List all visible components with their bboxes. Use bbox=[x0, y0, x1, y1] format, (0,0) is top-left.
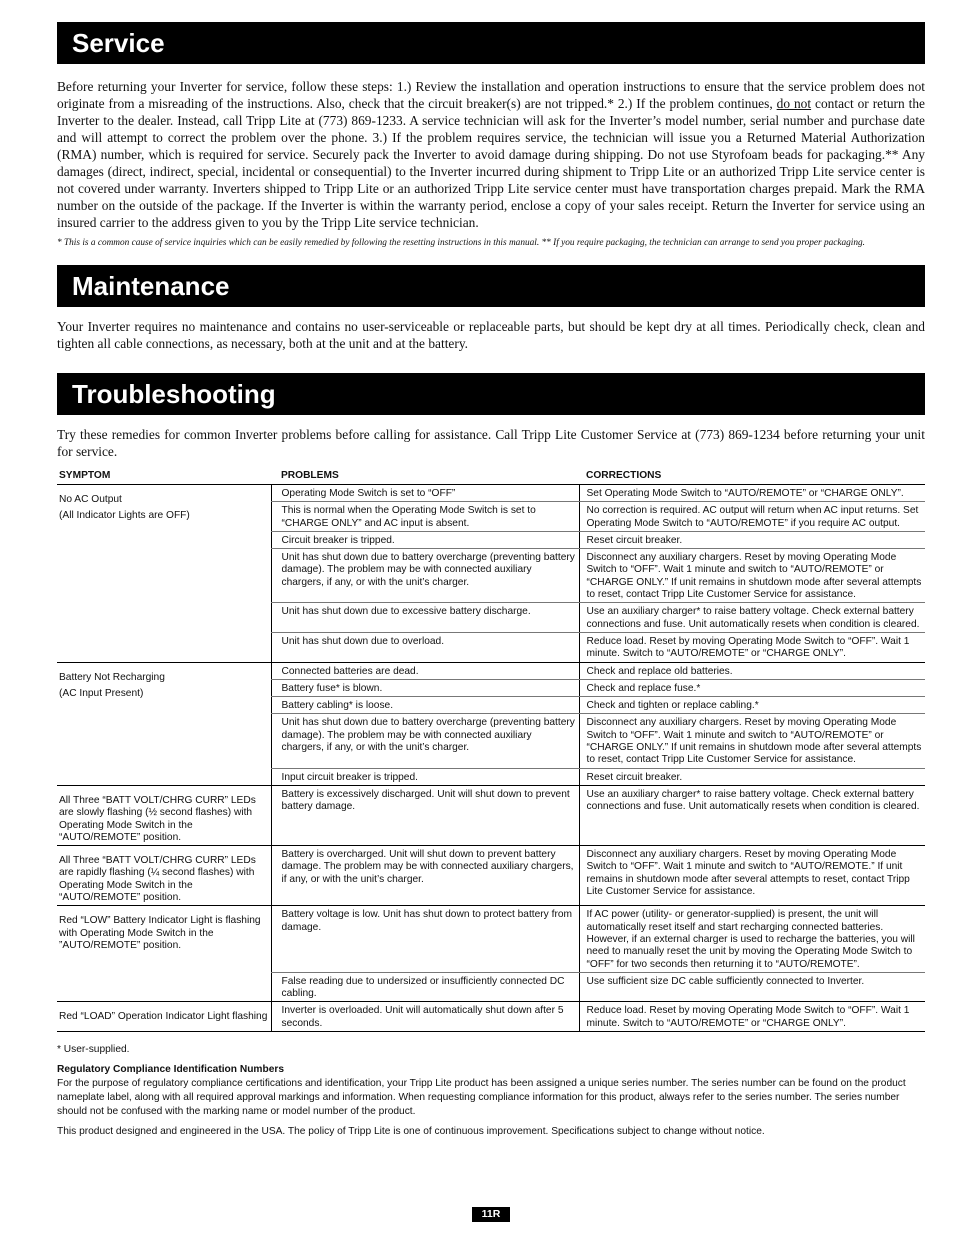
correction-cell: Disconnect any auxiliary chargers. Reset by moving Operating Mode Switch to “OFF”. Wait 1 minute and switch to “AUTO/REMOTE.” If unit remains in shutdown mode after several attempts to reset, contact Tripp Lite Customer Service for assistance. bbox=[579, 846, 925, 906]
column-header-symptom: SYMPTOM bbox=[57, 468, 271, 485]
maintenance-paragraph: Your Inverter requires no maintenance and contains no user-serviceable or replaceable parts, but should be kept dry at all times. Periodically check, clean and tighten all cable connections, as necessary, both at the unit and at the battery. bbox=[57, 319, 925, 351]
correction-cell: Use an auxiliary charger* to raise battery voltage. Check external battery connections and fuse. Unit automatically resets when condition is cleared. bbox=[579, 603, 925, 633]
problem-cell: Battery cabling* is loose. bbox=[271, 697, 579, 714]
service-footnote: * This is a common cause of service inquiries which can be easily remedied by following the resetting instructions in this manual. ** If you require packaging, the technician can arrange to send you proper packaging. bbox=[57, 238, 866, 248]
table-header-row bbox=[57, 468, 925, 485]
problem-cell: Inverter is overloaded. Unit will automatically shut down after 5 seconds. bbox=[271, 1002, 579, 1032]
symptom-text: No AC Output bbox=[59, 494, 122, 505]
page-number: 11R bbox=[472, 1207, 510, 1222]
problem-cell: Unit has shut down due to excessive battery discharge. bbox=[271, 603, 579, 633]
symptom-text: All Three “BATT VOLT/CHRG CURR” LEDs are rapidly flashing (¼ second flashes) with Operating Mode Switch in the “AUTO/REMOTE” position. bbox=[59, 855, 256, 904]
symptom-text: Battery Not Recharging bbox=[59, 671, 165, 683]
correction-cell: If AC power (utility- or generator-supplied) is present, the unit will automatically reset itself and start recharging connected batteries. However, if an external charger is used to recharge the batteries, you will need to manually reset the unit by moving the Operating Mode Switch to “OFF” for two seconds then returning it to “AUTO/REMOTE”. bbox=[579, 906, 925, 972]
regulatory-heading: Regulatory Compliance Identification Numbers bbox=[57, 1063, 284, 1075]
correction-cell: Use an auxiliary charger* to raise battery voltage. Check external battery connections and fuse. Unit automatically resets when condition is cleared. bbox=[579, 785, 925, 845]
problem-cell: Unit has shut down due to battery overcharge (preventing battery damage). The problem may be with connected auxiliary chargers, if any, or with the unit’s charger. bbox=[271, 549, 579, 603]
problem-cell: This is normal when the Operating Mode Switch is set to “CHARGE ONLY” and AC input is absent. bbox=[271, 502, 579, 532]
problem-cell: False reading due to undersized or insufficiently connected DC cabling. bbox=[271, 972, 579, 1002]
correction-cell: Reduce load. Reset by moving Operating Mode Switch to “OFF”. Wait 1 minute. Switch to “AUTO/REMOTE” or “CHARGE ONLY”. bbox=[579, 1002, 925, 1032]
symptom-cell bbox=[57, 662, 271, 785]
symptom-cell bbox=[57, 846, 271, 906]
problem-cell: Battery fuse* is blown. bbox=[271, 679, 579, 696]
problem-cell: Battery is excessively discharged. Unit will shut down to prevent battery damage. bbox=[271, 785, 579, 845]
table-body bbox=[57, 485, 925, 1032]
symptom-text: Red “LOAD” Operation Indicator Light flashing bbox=[59, 1011, 268, 1023]
table-row bbox=[57, 662, 925, 679]
symptom-cell bbox=[57, 1002, 271, 1032]
troubleshooting-table bbox=[57, 468, 925, 1032]
table-row bbox=[57, 1002, 925, 1032]
user-supplied-footnote: * User-supplied. bbox=[57, 1043, 130, 1055]
maintenance-heading: Maintenance bbox=[57, 265, 925, 307]
problem-cell: Operating Mode Switch is set to “OFF” bbox=[271, 485, 579, 502]
correction-cell: Check and replace old batteries. bbox=[579, 662, 925, 679]
symptom-text: Red “LOW” Battery Indicator Light is flashing with Operating Mode Switch in the ”AUTO/REMOTE” position. bbox=[59, 915, 261, 951]
problem-cell: Unit has shut down due to battery overcharge (preventing battery damage). The problem may be with connected auxiliary chargers, if any, or with the unit’s charger. bbox=[271, 714, 579, 768]
symptom-cell bbox=[57, 485, 271, 663]
problem-cell: Unit has shut down due to overload. bbox=[271, 632, 579, 662]
correction-cell: Reset circuit breaker. bbox=[579, 768, 925, 785]
service-paragraph bbox=[57, 78, 925, 231]
column-header-problems: PROBLEMS bbox=[271, 468, 579, 485]
correction-cell: Use sufficient size DC cable sufficiently connected to Inverter. bbox=[579, 972, 925, 1002]
symptom-cell bbox=[57, 785, 271, 845]
symptom-text: All Three “BATT VOLT/CHRG CURR” LEDs are slowly flashing (½ second flashes) with Operating Mode Switch in the “AUTO/REMOTE” position. bbox=[59, 794, 256, 843]
problem-cell: Circuit breaker is tripped. bbox=[271, 531, 579, 548]
correction-cell: Check and tighten or replace cabling.* bbox=[579, 697, 925, 714]
correction-cell: Reduce load. Reset by moving Operating Mode Switch to “OFF”. Wait 1 minute. Switch to “AUTO/REMOTE” or “CHARGE ONLY”. bbox=[579, 632, 925, 662]
symptom-text: (All Indicator Lights are OFF) bbox=[59, 510, 190, 522]
page bbox=[57, 22, 925, 1139]
correction-cell: Check and replace fuse.* bbox=[579, 679, 925, 696]
column-header-corrections: CORRECTIONS bbox=[579, 468, 925, 485]
problem-cell: Battery is overcharged. Unit will shut down to prevent battery damage. The problem may be with connected auxiliary chargers, if any, or with the unit’s charger. bbox=[271, 846, 579, 906]
table-row bbox=[57, 846, 925, 906]
troubleshooting-heading: Troubleshooting bbox=[57, 373, 925, 415]
correction-cell: No correction is required. AC output will return when AC input returns. Set Operating Mode Switch to “AUTO/REMOTE” if you require AC output. bbox=[579, 502, 925, 532]
table-row bbox=[57, 785, 925, 845]
service-heading: Service bbox=[57, 22, 925, 64]
service-paragraph-part-a: Before returning your Inverter for service, follow these steps: 1.) Review the installation and operation instructions to ensure that the service problem does not originate from a misreading of the instructions. Also, check that the circuit breaker(s) are not tripped.* 2.) If the problem continues, bbox=[57, 79, 925, 111]
table-row bbox=[57, 906, 925, 972]
troubleshooting-intro: Try these remedies for common Inverter problems before calling for assistance. Call Tripp Lite Customer Service at (773) 869-1234 before returning your unit for service. bbox=[57, 427, 925, 459]
problem-cell: Connected batteries are dead. bbox=[271, 662, 579, 679]
service-paragraph-part-b: contact or return the Inverter to the dealer. Instead, call Tripp Lite at (773) 869-1233. A service technician will ask for the Inverter’s model number, serial number and purchase date and will attempt to correct the problem over the phone. 3.) If the problem requires service, the technician will issue you a Returned Material Authorization (RMA) number, which is required for service. Securely pack the Inverter to avoid damage during shipping. Do not use Styrofoam beads for packaging.** Any damages (direct, indirect, special, incidental or consequential) to the Inverter incurred during shipment to Tripp Lite or an authorized Tripp Lite service center is not covered under warranty. Inverters shipped to Tripp Lite or an authorized Tripp Lite service center must have transportation charges prepaid. Mark the RMA number on the outside of the package. If the Inverter is within the warranty period, enclose a copy of your sales receipt. Return the Inverter for service using an insured carrier to the address given to you by the Tripp Lite service technician. bbox=[57, 96, 925, 230]
correction-cell: Disconnect any auxiliary chargers. Reset by moving Operating Mode Switch to “OFF”. Wait 1 minute and switch to “AUTO/REMOTE” or “CHARGE ONLY.” If unit remains in shutdown mode after several attempts to reset, contact Tripp Lite Customer Service for assistance. bbox=[579, 714, 925, 768]
usa-statement: This product designed and engineered in the USA. The policy of Tripp Lite is one of continuous improvement. Specifications subject to change without notice. bbox=[57, 1125, 765, 1137]
problem-cell: Battery voltage is low. Unit has shut down to protect battery from damage. bbox=[271, 906, 579, 972]
table-row bbox=[57, 485, 925, 502]
regulatory-text: For the purpose of regulatory compliance certifications and identification, your Tripp Lite product has been assigned a unique series number. The series number can be found on the product nameplate label, along with all required approval markings and information. When requesting compliance information for this product, always refer to the series number. The series number should not be confused with the marking name or model number of the product. bbox=[57, 1077, 906, 1117]
correction-cell: Disconnect any auxiliary chargers. Reset by moving Operating Mode Switch to “OFF”. Wait 1 minute and switch to “AUTO/REMOTE” or “CHARGE ONLY.” If unit remains in shutdown mode after several attempts to reset, contact Tripp Lite Customer Service for assistance. bbox=[579, 549, 925, 603]
problem-cell: Input circuit breaker is tripped. bbox=[271, 768, 579, 785]
symptom-cell bbox=[57, 906, 271, 1002]
symptom-text: (AC Input Present) bbox=[59, 687, 144, 699]
service-paragraph-underline: do not bbox=[776, 96, 812, 111]
correction-cell: Set Operating Mode Switch to “AUTO/REMOTE” or “CHARGE ONLY”. bbox=[579, 485, 925, 502]
correction-cell: Reset circuit breaker. bbox=[579, 531, 925, 548]
